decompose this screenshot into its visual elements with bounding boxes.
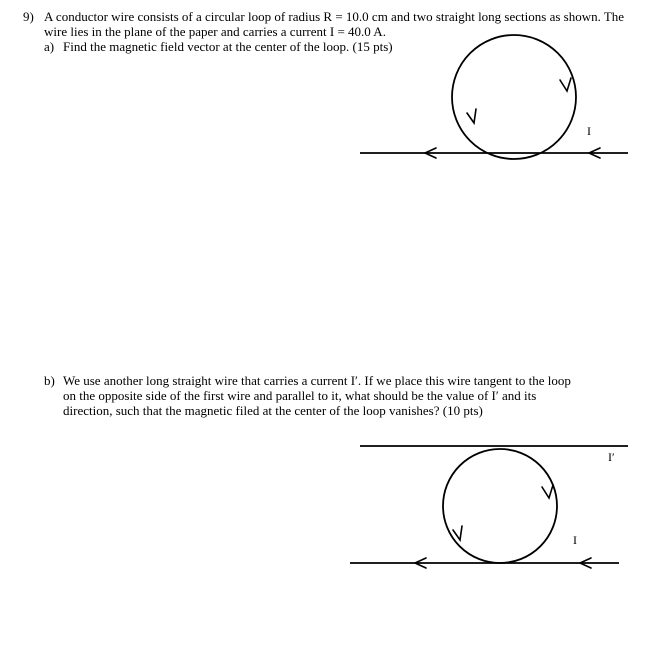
- figure-b-arrow-right: [580, 558, 591, 568]
- figure-b-arrow-loop-right: [542, 485, 553, 498]
- figure-a-current-label: I: [587, 124, 591, 138]
- figure-a-arrow-left: [425, 148, 436, 158]
- figure-a-arrow-right: [589, 148, 600, 158]
- part-a-marker: a): [44, 39, 55, 54]
- figure-a-arrow-loop-left: [467, 109, 476, 123]
- figure-b-arrow-left: [415, 558, 426, 568]
- figure-b-second-current-label: I′: [608, 450, 615, 464]
- part-b-question-line-1: We use another long straight wire that carries a current I′. If we place this wire tangent to the loop: [63, 373, 571, 388]
- figure-b-circular-loop: [443, 449, 557, 563]
- problem-number: 9): [23, 9, 34, 24]
- problem-intro-line-2: wire lies in the plane of the paper and carries a current I = 40.0 A.: [44, 24, 386, 39]
- figure-a-arrow-loop-right: [560, 78, 571, 91]
- part-b-marker: b): [44, 373, 55, 388]
- figure-b-arrow-loop-left: [453, 526, 462, 540]
- part-b-question-line-2: on the opposite side of the first wire and parallel to it, what should be the value of I′ and its: [63, 388, 537, 403]
- problem-intro-line-1: A conductor wire consists of a circular loop of radius R = 10.0 cm and two straight long sections as shown. The: [44, 9, 625, 24]
- figure-a-circular-loop: [452, 35, 576, 159]
- part-b-question-line-3: direction, such that the magnetic filed at the center of the loop vanishes? (10 pts): [63, 403, 483, 418]
- figure-b-current-label: I: [573, 533, 577, 547]
- part-a-question: Find the magnetic field vector at the center of the loop. (15 pts): [63, 39, 393, 54]
